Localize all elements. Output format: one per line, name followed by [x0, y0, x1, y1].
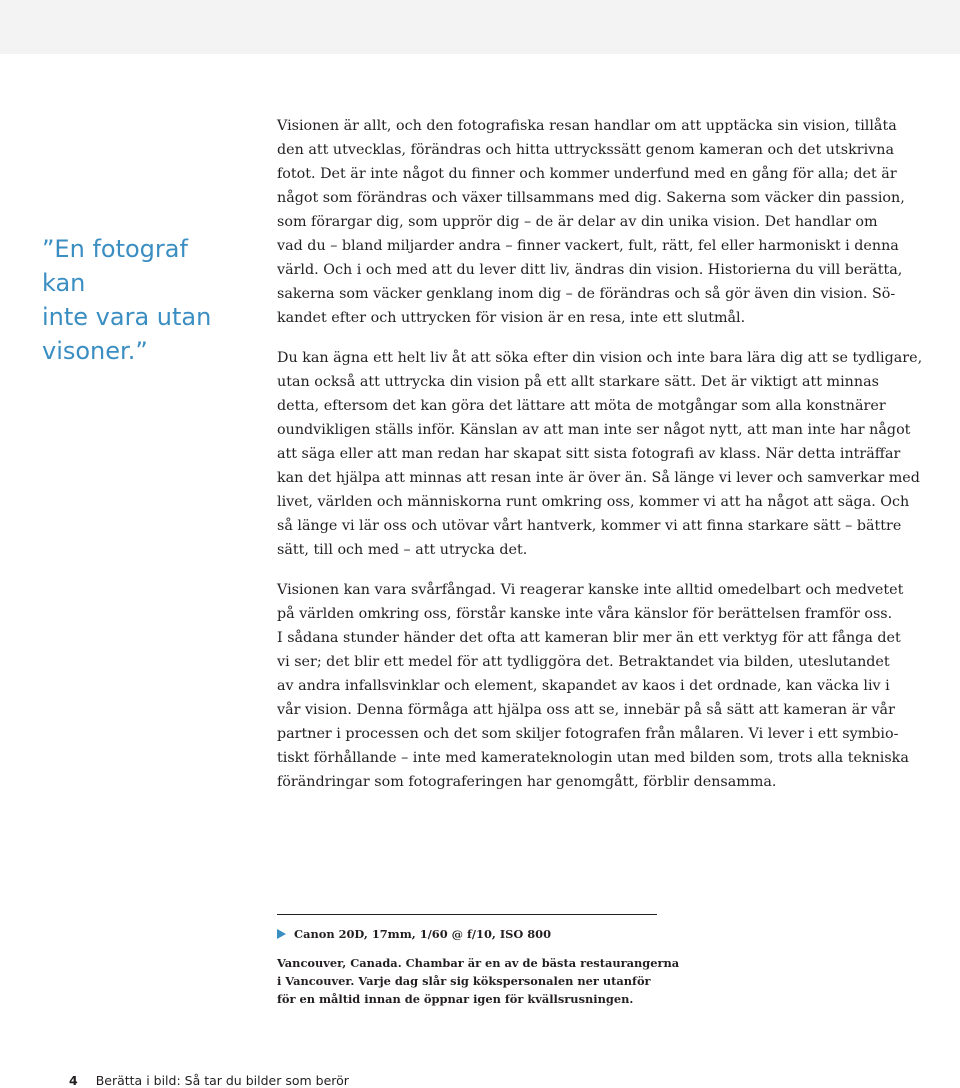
- text-line: Du kan ägna ett helt liv åt att söka efter din vision och inte bara lära dig att se tydligare,: [277, 350, 923, 366]
- text-line: något som förändras och växer tillsammans med dig. Sakerna som väcker din passion,: [277, 190, 905, 206]
- text-line: förändringar som fotograferingen har genomgått, förblir densamma.: [277, 774, 777, 790]
- text-line: den att utvecklas, förändras och hitta uttryckssätt genom kameran och det utskrivna: [277, 142, 894, 158]
- text-line: värld. Och i och med att du lever ditt liv, ändras din vision. Historierna du vill berätta,: [277, 262, 903, 278]
- text-line: sätt, till och med – att utrycka det.: [277, 542, 528, 558]
- paragraph-1: [277, 114, 905, 330]
- book-title: Berätta i bild: Så tar du bilder som berör: [95, 1073, 349, 1088]
- text-line: Visionen är allt, och den fotografiska resan handlar om att upptäcka sin vision, tillåta: [277, 118, 897, 134]
- photo-caption: [277, 914, 680, 1008]
- triangle-bullet-icon: [277, 929, 286, 939]
- page-number: 4: [69, 1073, 78, 1088]
- text-line: av andra infallsvinklar och element, skapandet av kaos i det ordnade, kan väcka liv i: [277, 678, 890, 694]
- pull-quote-line: inte vara utan: [42, 303, 212, 331]
- text-line: fotot. Det är inte något du finner och kommer underfund med en gång för alla; det är: [277, 166, 897, 182]
- paragraph-2: [277, 346, 923, 562]
- text-line: oundvikligen ställs inför. Känslan av att man inte ser något nytt, att man inte har något: [277, 422, 911, 438]
- camera-settings-text: Canon 20D, 17mm, 1/60 @ f/10, ISO 800: [294, 927, 552, 941]
- body-text: [277, 114, 923, 810]
- pull-quote-line: visoner.”: [42, 337, 148, 365]
- text-line: att säga eller att man redan har skapat sitt sista fotografi av klass. När detta inträffar: [277, 446, 901, 462]
- text-line: tiskt förhållande – inte med kamerateknologin utan med bilden som, trots alla tekniska: [277, 750, 909, 766]
- text-line: vår vision. Denna förmåga att hjälpa oss att se, innebär på så sätt att kameran är vår: [277, 702, 895, 718]
- text-line: kan det hjälpa att minnas att resan inte är över än. Så länge vi lever och samverkar med: [277, 470, 920, 486]
- text-line: Visionen kan vara svårfångad. Vi reagerar kanske inte alltid omedelbart och medvetet: [277, 582, 904, 598]
- pull-quote: [42, 232, 232, 368]
- text-line: I sådana stunder händer det ofta att kameran blir mer än ett verktyg för att fånga det: [277, 630, 901, 646]
- text-line: på världen omkring oss, förstår kanske inte våra känslor för berättelsen framför oss.: [277, 606, 893, 622]
- text-line: partner i processen och det som skiljer fotografen från målaren. Vi lever i ett symbio-: [277, 726, 899, 742]
- text-line: detta, eftersom det kan göra det lättare att möta de motgångar som alla konstnärer: [277, 398, 886, 414]
- text-line: kandet efter och uttrycken för vision är en resa, inte ett slutmål.: [277, 310, 746, 326]
- caption-text-line: Vancouver, Canada. Chambar är en av de bästa restaurangerna: [277, 956, 680, 970]
- top-band: [0, 0, 960, 54]
- text-line: livet, världen och människorna runt omkring oss, kommer vi att ha något att säga. Och: [277, 494, 910, 510]
- text-line: utan också att uttrycka din vision på ett allt starkare sätt. Det är viktigt att minnas: [277, 374, 879, 390]
- pull-quote-line: ”En fotograf kan: [42, 235, 188, 297]
- camera-settings: [277, 925, 657, 943]
- paragraph-3: [277, 578, 909, 794]
- text-line: vi ser; det blir ett medel för att tydliggöra det. Betraktandet via bilden, uteslutandet: [277, 654, 890, 670]
- text-line: vad du – bland miljarder andra – finner vackert, fult, rätt, fel eller harmoniskt i denna: [277, 238, 899, 254]
- text-line: så länge vi lär oss och utövar vårt hantverk, kommer vi att finna starkare sätt – bättre: [277, 518, 902, 534]
- caption-text-line: för en måltid innan de öppnar igen för kvällsrusningen.: [277, 992, 634, 1006]
- caption-text-line: i Vancouver. Varje dag slår sig kökspersonalen ner utanför: [277, 974, 651, 988]
- text-line: sakerna som väcker genklang inom dig – de förändras och så gör även din vision. Sö-: [277, 286, 896, 302]
- text-line: som förargar dig, som upprör dig – de är delar av din unika vision. Det handlar om: [277, 214, 878, 230]
